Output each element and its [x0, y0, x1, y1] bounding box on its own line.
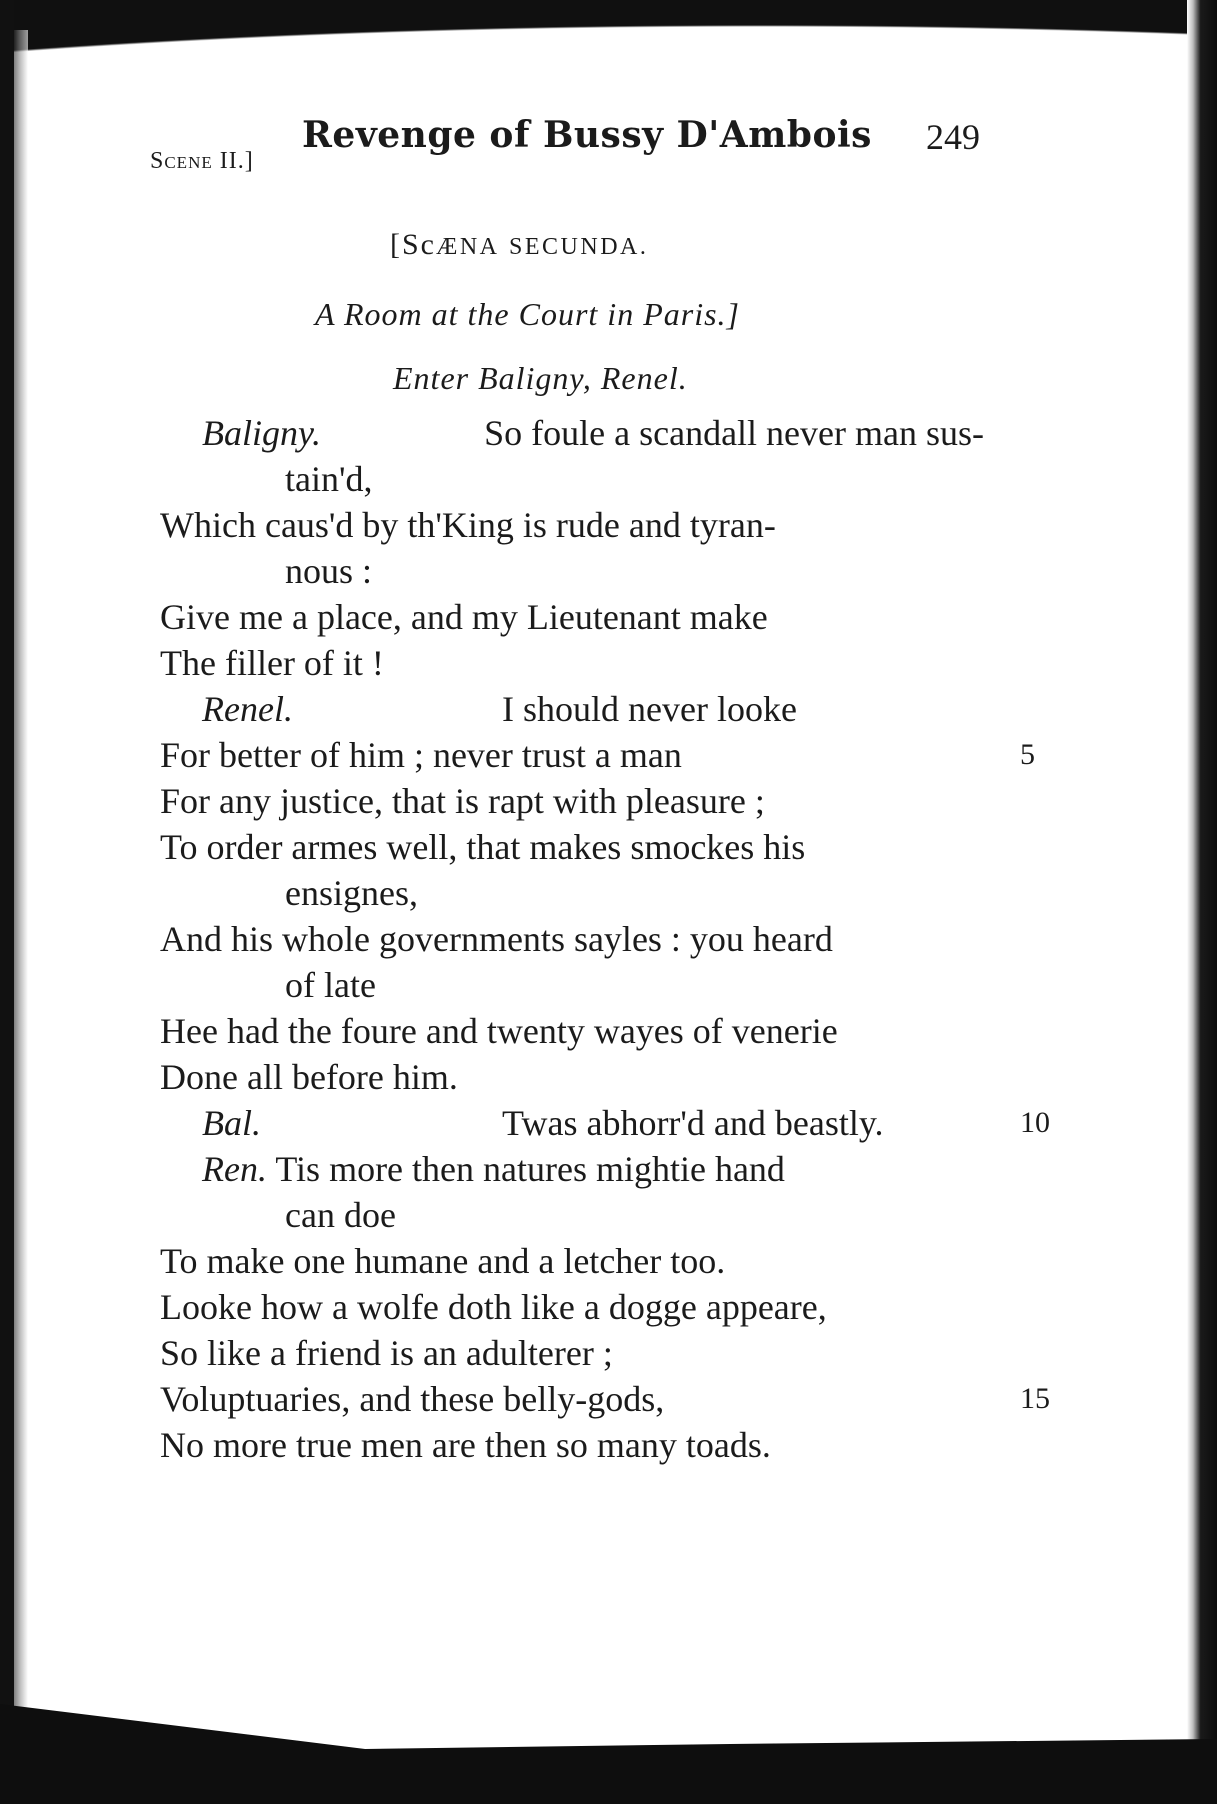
verse-line — [160, 1376, 1050, 1422]
verse-text: nous : — [285, 551, 373, 591]
verse-line — [160, 1422, 990, 1468]
scan-border-bottom — [0, 1704, 1217, 1804]
line-number: 15 — [1020, 1382, 1050, 1415]
verse-text: For better of him ; never trust a man — [160, 735, 682, 775]
stage-direction: Enter Baligny, Renel. — [393, 360, 688, 396]
verse-line — [160, 686, 990, 732]
page-number: 249 — [926, 117, 980, 157]
verse-line — [202, 410, 984, 456]
verse-text: I should never looke — [502, 689, 797, 729]
verse-text: Done all before him. — [160, 1057, 458, 1097]
scene-setting: A Room at the Court in Paris.] — [315, 296, 740, 332]
verse-line — [160, 962, 990, 1008]
verse-text: To order armes well, that makes smockes his — [160, 827, 806, 867]
verse-text: Voluptuaries, and these belly-gods, — [160, 1379, 665, 1419]
scan-border-left — [0, 0, 14, 1804]
verse-line — [160, 870, 990, 916]
scan-shadow-left — [14, 30, 28, 1720]
verse-text: So foule a scandall never man sus- — [484, 413, 984, 453]
scene-title — [390, 228, 648, 262]
verse-line — [160, 640, 990, 686]
verse-line — [160, 824, 990, 870]
verse-text: So like a friend is an adulterer ; — [160, 1333, 613, 1373]
book-title: Revenge of Bussy D'Ambois — [302, 114, 872, 156]
verse-line — [160, 1054, 990, 1100]
verse-line — [160, 456, 990, 502]
scene-title-ligature: ÆNA — [436, 234, 500, 260]
verse-line — [160, 1284, 990, 1330]
verse-text: can doe — [285, 1195, 396, 1235]
verse-text: of late — [285, 965, 376, 1005]
scan-border-right — [1187, 0, 1217, 1804]
speaker-name: Bal. — [202, 1103, 261, 1143]
page-header — [150, 110, 990, 180]
verse-line — [160, 502, 990, 548]
verse-line — [160, 1100, 1050, 1146]
verse-text: Give me a place, and my Lieutenant make — [160, 597, 768, 637]
verse-text: Tis more then natures mightie hand — [275, 1149, 785, 1189]
verse-text: Looke how a wolfe doth like a dogge appeare, — [160, 1287, 827, 1327]
verse-text: Which caus'd by th'King is rude and tyran- — [160, 505, 776, 545]
verse-text: ensignes, — [285, 873, 418, 913]
verse-text: Hee had the foure and twenty wayes of venerie — [160, 1011, 838, 1051]
verse-text: For any justice, that is rapt with pleasure ; — [160, 781, 765, 821]
verse-text: Twas abhorr'd and beastly. — [502, 1103, 884, 1143]
verse-line — [160, 1192, 990, 1238]
verse-text: tain'd, — [285, 459, 373, 499]
line-number: 10 — [1020, 1106, 1050, 1139]
line-number: 5 — [1020, 738, 1035, 771]
scene-title-rest: SECUNDA. — [509, 234, 649, 260]
verse-line — [160, 1330, 990, 1376]
verse-line — [160, 548, 990, 594]
verse-text: To make one humane and a letcher too. — [160, 1241, 726, 1281]
speaker-name: Baligny. — [202, 413, 321, 453]
verse-line — [160, 1146, 990, 1192]
verse-line — [160, 1238, 990, 1284]
verse-line — [160, 778, 990, 824]
speaker-name: Renel. — [202, 689, 293, 729]
verse-line — [160, 1008, 990, 1054]
verse-line — [160, 732, 1035, 778]
verse-line — [160, 916, 990, 962]
play-text — [160, 410, 1050, 1468]
scene-title-first: [Sc — [390, 228, 436, 261]
verse-text: No more true men are then so many toads. — [160, 1425, 771, 1465]
speaker-name: Ren. — [202, 1149, 267, 1189]
verse-text: The filler of it ! — [160, 643, 384, 683]
running-head: Scene II.] — [150, 148, 254, 174]
verse-line — [160, 594, 990, 640]
verse-text: And his whole governments sayles : you heard — [160, 919, 833, 959]
